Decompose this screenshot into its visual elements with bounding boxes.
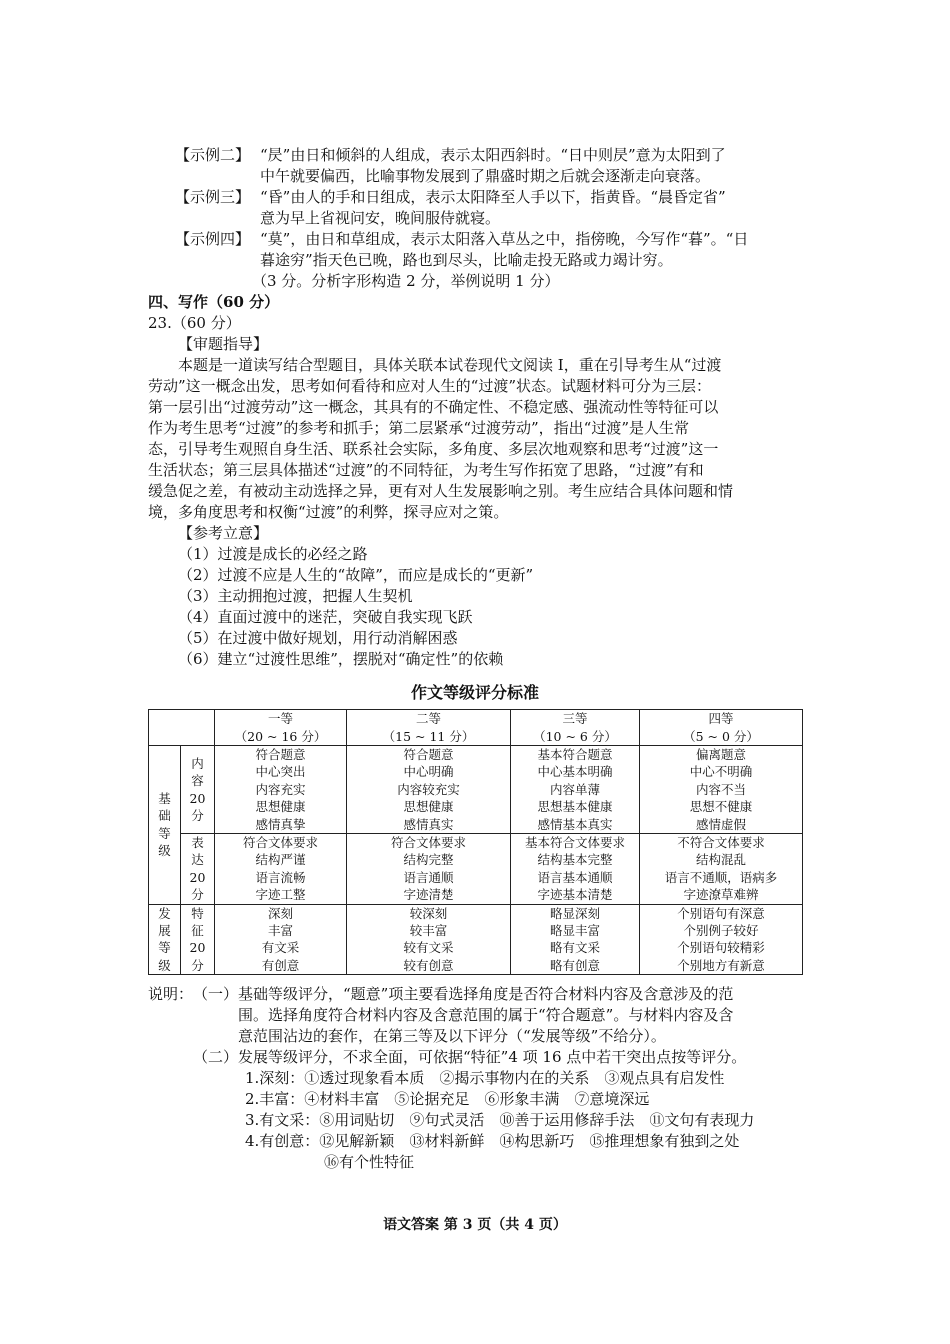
table-cell: 符合题意 中心突出 内容充实 思想健康 感情真挚	[215, 746, 347, 834]
grade-header: 四等 （5 ~ 0 分）	[640, 710, 803, 746]
note-item: 4.有创意：⑫见解新颖 ⑬材料新鲜 ⑭构思新巧 ⑮推理想象有独到之处	[245, 1132, 740, 1150]
table-row-features	[149, 904, 803, 975]
guide-line: 境，多角度思考和权衡“过渡”的利弊，探寻应对之策。	[148, 503, 509, 521]
example-4-line-2: 暮途穷”指天色已晚，路也到尽头，比喻走投无路或力竭计穷。	[260, 251, 673, 269]
guide-line: 生活状态；第三层具体描述“过渡”的不同特征，为考生写作拓宽了思路，“过渡”有和	[148, 461, 704, 479]
grading-table	[148, 709, 803, 975]
example-4-label: 【示例四】	[175, 230, 251, 248]
table-cell: 基本符合文体要求 结构基本完整 语言基本通顺 字迹基本清楚	[511, 834, 640, 905]
guide-heading: 【审题指导】	[178, 335, 269, 353]
grade-header: 二等 （15 ~ 11 分）	[347, 710, 511, 746]
example-2-line-1: “昃”由日和倾斜的人组成，表示太阳西斜时。“日中则昃”意为太阳到了	[260, 146, 726, 164]
table-cell: 深刻 丰富 有文采 有创意	[215, 904, 347, 975]
content-label: 内 容 20 分	[181, 746, 215, 834]
note-1-line: 围。选择角度符合材料内容及含意范围的属于“符合题意”。与材料内容及含	[238, 1006, 734, 1024]
expression-label: 表 达 20 分	[181, 834, 215, 905]
table-row-expression	[149, 834, 803, 905]
grade-header: 一等 （20 ~ 16 分）	[215, 710, 347, 746]
ideas-heading: 【参考立意】	[178, 524, 269, 542]
table-cell: 符合文体要求 结构严谨 语言流畅 字迹工整	[215, 834, 347, 905]
notes-lead: 说明：	[148, 985, 194, 1003]
table-cell: 个别语句有深意 个别例子较好 个别语句较精彩 个别地方有新意	[640, 904, 803, 975]
note-item: 1.深刻：①透过现象看本质 ②揭示事物内在的关系 ③观点具有启发性	[245, 1069, 725, 1087]
idea-item: （3）主动拥抱过渡，把握人生契机	[178, 587, 413, 605]
idea-item: （6）建立“过渡性思维”，摆脱对“确定性”的依赖	[178, 650, 504, 668]
guide-line: 态，引导考生观照自身生活、联系社会实际，多角度、多层次地观察和思考“过渡”这一	[148, 440, 719, 458]
table-cell: 符合文体要求 结构完整 语言通顺 字迹清楚	[347, 834, 511, 905]
table-cell: 偏离题意 中心不明确 内容不当 思想不健康 感情虚假	[640, 746, 803, 834]
section-title: 四、写作（60 分）	[148, 293, 280, 311]
note-item: 3.有文采：⑧用词贴切 ⑨句式灵活 ⑩善于运用修辞手法 ⑪文句有表现力	[245, 1111, 755, 1129]
example-2-label: 【示例二】	[175, 146, 251, 164]
table-cell: 略显深刻 略显丰富 略有文采 略有创意	[511, 904, 640, 975]
table-cell: 不符合文体要求 结构混乱 语言不通顺，语病多 字迹潦草难辨	[640, 834, 803, 905]
basic-level-label: 基 础 等 级	[149, 746, 181, 905]
example-2-line-2: 中午就要偏西，比喻事物发展到了鼎盛时期之后就会逐渐走向衰落。	[260, 167, 711, 185]
example-3-line-1: “昏”由人的手和日组成，表示太阳降至人手以下，指黄昏。“晨昏定省”	[260, 188, 726, 206]
guide-line: 缓急促之差，有被动主动选择之异，更有对人生发展影响之别。考生应结合具体问题和情	[148, 482, 734, 500]
table-title: 作文等级评分标准	[410, 683, 539, 702]
features-label: 特 征 20 分	[181, 904, 215, 975]
idea-item: （2）过渡不应是人生的“故障”，而应是成长的“更新”	[178, 566, 534, 584]
idea-item: （5）在过渡中做好规划，用行动消解困惑	[178, 629, 458, 647]
table-cell: 符合题意 中心明确 内容较充实 思想健康 感情真实	[347, 746, 511, 834]
table-row-content	[149, 746, 803, 834]
question-title: 23.（60 分）	[148, 314, 241, 332]
page-footer: 语文答案 第 3 页（共 4 页）	[383, 1217, 567, 1233]
idea-item: （4）直面过渡中的迷茫，突破自我实现飞跃	[178, 608, 473, 626]
guide-line: 本题是一道读写结合型题目，具体关联本试卷现代文阅读 I，重在引导考生从“过渡	[178, 356, 722, 374]
note-1-line: （一）基础等级评分，“题意”项主要看选择角度是否符合材料内容及含意涉及的范	[193, 985, 734, 1003]
table-corner-cell	[149, 710, 215, 746]
idea-item: （1）过渡是成长的必经之路	[178, 545, 368, 563]
grade-header: 三等 （10 ~ 6 分）	[511, 710, 640, 746]
development-level-label: 发 展 等 级	[149, 904, 181, 975]
guide-line: 第一层引出“过渡劳动”这一概念，其具有的不确定性、不稳定感、强流动性等特征可以	[148, 398, 719, 416]
example-3-line-2: 意为早上省视问安，晚间服侍就寝。	[260, 209, 501, 227]
example-4-line-1: “莫”，由日和草组成，表示太阳落入草丛之中，指傍晚，今写作“暮”。“日	[260, 230, 749, 248]
table-header-row	[149, 710, 803, 746]
guide-line: 作为考生思考“过渡”的参考和抓手；第二层紧承“过渡劳动”，指出“过渡”是人生常	[148, 419, 690, 437]
note-1-line: 意范围沾边的套作，在第三等及以下评分（“发展等级”不给分）。	[238, 1027, 666, 1045]
example-3-label: 【示例三】	[175, 188, 251, 206]
note-2: （二）发展等级评分，不求全面，可依据“特征”4 项 16 点中若干突出点按等评分。	[193, 1048, 747, 1066]
score-note: （3 分。分析字形构造 2 分，举例说明 1 分）	[252, 272, 560, 290]
table-cell: 基本符合题意 中心基本明确 内容单薄 思想基本健康 感情基本真实	[511, 746, 640, 834]
note-item: 2.丰富：④材料丰富 ⑤论据充足 ⑥形象丰满 ⑦意境深远	[245, 1090, 650, 1108]
note-item: ⑯有个性特征	[324, 1153, 415, 1171]
guide-line: 劳动”这一概念出发，思考如何看待和应对人生的“过渡”状态。试题材料可分为三层：	[148, 377, 712, 395]
table-cell: 较深刻 较丰富 较有文采 较有创意	[347, 904, 511, 975]
